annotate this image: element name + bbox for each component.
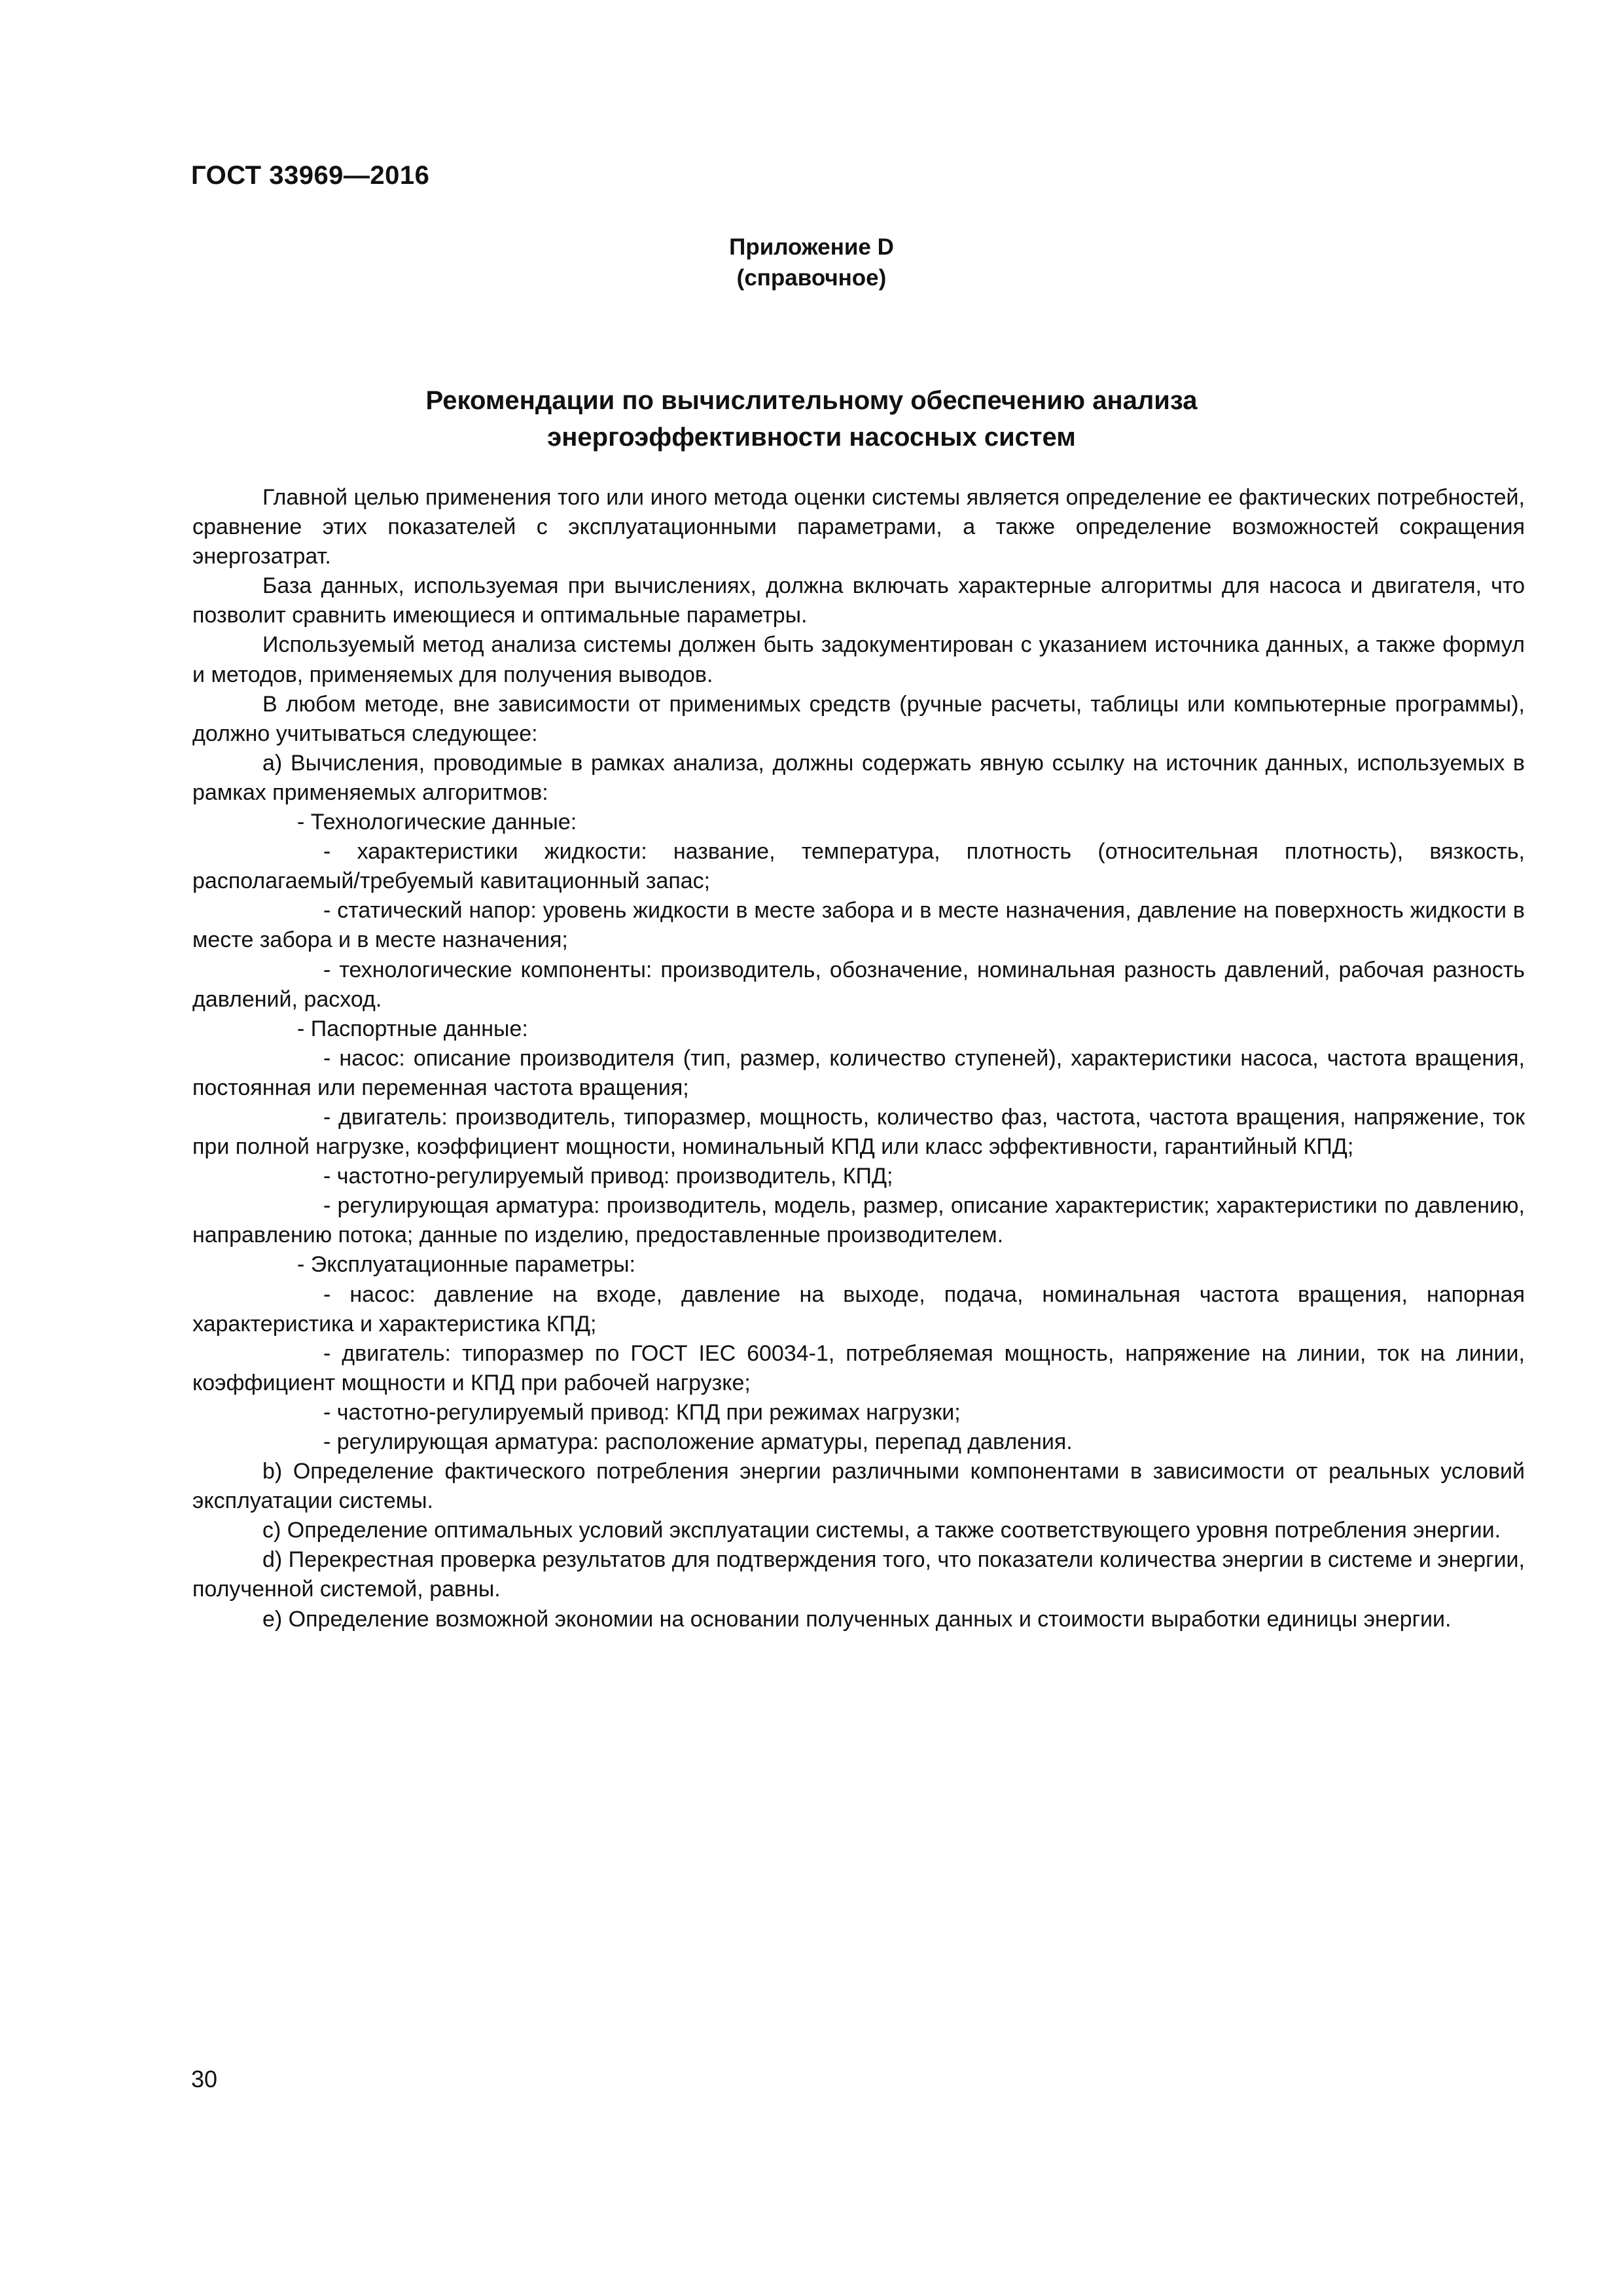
paragraph: c) Определение оптимальных условий эксплуатации системы, а также соответствующего уровня потребления энергии. [262, 1518, 1501, 1543]
paragraph: b) Определение фактического потребления энергии различными компонентами в зависимости от реальных условий эксплуатации системы. [192, 1459, 1525, 1514]
paragraph: - двигатель: производитель, типоразмер, мощность, количество фаз, частота, частота вращения, напряжение, ток при полной нагрузке, коэффициент мощности, номинальный КПД или класс эффективности, гарантийный КПД; [192, 1104, 1525, 1160]
paragraph: - регулирующая арматура: производитель, модель, размер, описание характеристик; характеристики по давлению, направлению потока; данные по изделию, предоставленные производителем. [192, 1193, 1525, 1248]
paragraph: - двигатель: типоразмер по ГОСТ IEC 60034-1, потребляемая мощность, напряжение на линии, ток на линии, коэффициент мощности и КПД при рабочей нагрузке; [192, 1340, 1525, 1395]
paragraph: - регулирующая арматура: расположение арматуры, перепад давления. [323, 1429, 1073, 1454]
paragraph: - технологические компоненты: производитель, обозначение, номинальная разность давлений, рабочая разность давлений, расход. [192, 957, 1525, 1012]
paragraph: - характеристики жидкости: название, температура, плотность (относительная плотность), вязкость, располагаемый/требуемый кавитационный запас; [192, 839, 1525, 894]
paragraph: e) Определение возможной экономии на основании полученных данных и стоимости выработки единицы энергии. [262, 1606, 1452, 1632]
paragraph: В любом методе, вне зависимости от применимых средств (ручные расчеты, таблицы или компьютерные программы), должно учитываться следующее: [192, 691, 1525, 746]
paragraph: a) Вычисления, проводимые в рамках анализа, должны содержать явную ссылку на источник данных, используемых в рамках применяемых алгоритмов: [192, 750, 1525, 805]
body-text [192, 483, 1525, 1634]
paragraph: - Эксплуатационные параметры: [297, 1252, 635, 1278]
paragraph: Главной целью применения того или иного метода оценки системы является определение ее фактических потребностей, сравнение этих показателей с эксплуатационными параметрами, а также определение возможностей сокращения энергозатрат. [192, 485, 1525, 569]
paragraph: - насос: описание производителя (тип, размер, количество ступеней), характеристики насоса, частота вращения, постоянная или переменная частота вращения; [192, 1045, 1525, 1100]
annex-label: Приложение D [729, 234, 894, 260]
paragraph: - статический напор: уровень жидкости в месте забора и в месте назначения, давление на поверхность жидкости в месте забора и в месте назначения; [192, 898, 1525, 953]
paragraph: d) Перекрестная проверка результатов для подтверждения того, что показатели количества энергии в системе и энергии, полученной системой, равны. [192, 1547, 1525, 1602]
annex-heading [654, 232, 969, 293]
paragraph: - частотно-регулируемый привод: КПД при режимах нагрузки; [323, 1399, 961, 1425]
paragraph: - Технологические данные: [297, 810, 577, 835]
annex-status: (справочное) [736, 265, 887, 291]
paragraph: - частотно-регулируемый привод: производитель, КПД; [323, 1164, 893, 1189]
paragraph: - насос: давление на входе, давление на выходе, подача, номинальная частота вращения, напорная характеристика и характеристика КПД; [192, 1282, 1525, 1336]
paragraph: Используемый метод анализа системы должен быть задокументирован с указанием источника данных, а также формул и методов, применяемых для получения выводов. [192, 632, 1525, 687]
page-number: 30 [191, 2066, 218, 2092]
title-line-1: Рекомендации по вычислительному обеспечению анализа [425, 386, 1198, 415]
title-line-2: энергоэффективности насосных систем [547, 423, 1076, 452]
paragraph: База данных, используемая при вычислениях, должна включать характерные алгоритмы для насоса и двигателя, что позволит сравнить имеющиеся и оптимальные параметры. [192, 573, 1525, 628]
paragraph: - Паспортные данные: [297, 1016, 528, 1041]
standard-designation: ГОСТ 33969—2016 [191, 161, 430, 190]
document-title [327, 382, 1296, 456]
